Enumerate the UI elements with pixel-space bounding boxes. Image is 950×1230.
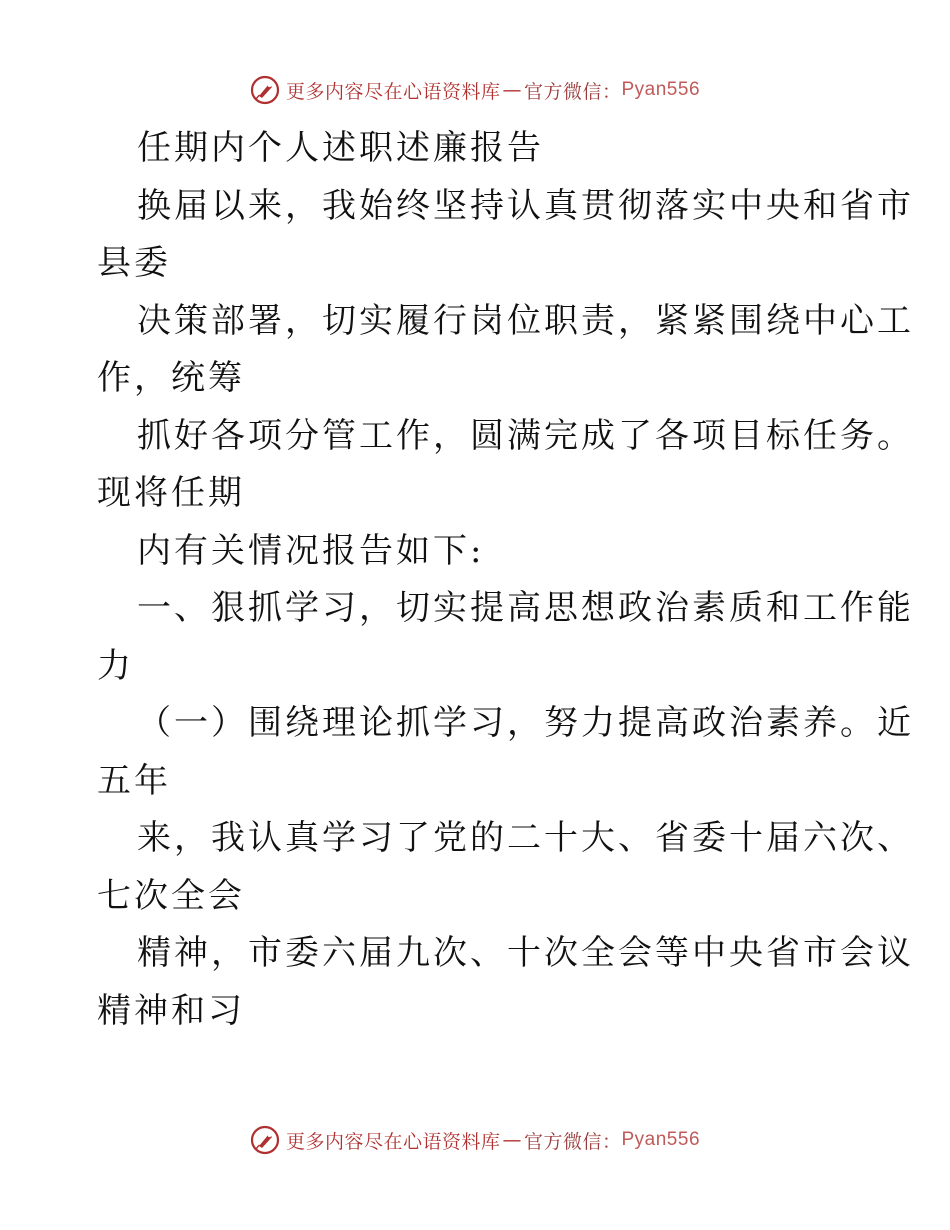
text-line: 来，我认真学习了党的二十大、省委十届六次、	[137, 818, 914, 858]
watermark-official-label: 官方微信：	[523, 1130, 622, 1153]
text-line: 七次全会	[97, 875, 245, 916]
subsection-heading: （一）围绕理论抓学习，努力提高政治素养。近	[137, 703, 914, 743]
text-line: 精神，市委六届九次、十次全会等中央省市会议	[137, 933, 914, 973]
text-line: 作，统筹	[97, 358, 245, 398]
footer-watermark	[0, 1120, 950, 1160]
text-line: 换届以来，我始终坚持认真贯彻落实中央和省市	[137, 185, 914, 226]
watermark-brand-text: 更多内容尽在心语资料库	[285, 80, 501, 103]
text-line: 现将任期	[97, 473, 245, 513]
document-body	[97, 120, 914, 1040]
text-line: 抓好各项分管工作，圆满完成了各项目标任务。	[137, 415, 914, 456]
header-watermark	[0, 70, 950, 110]
text-line: 精神和习	[97, 990, 245, 1031]
watermark-dash: —	[502, 79, 522, 101]
section-heading-continued: 力	[97, 645, 134, 686]
text-line: 决策部署，切实履行岗位职责，紧紧围绕中心工	[137, 300, 914, 341]
watermark-dash: —	[502, 1129, 522, 1151]
pen-nib-logo-icon	[250, 75, 280, 105]
text-line: 县委	[97, 243, 171, 283]
watermark-wechat-id: Pyan556	[621, 1129, 701, 1150]
section-heading: 一、狠抓学习，切实提高思想政治素质和工作能	[137, 588, 914, 628]
pen-nib-logo-icon	[250, 1125, 280, 1155]
watermark-wechat-id: Pyan556	[621, 79, 701, 100]
text-line: 内有关情况报告如下:	[137, 530, 485, 571]
watermark-brand-text: 更多内容尽在心语资料库	[285, 1130, 501, 1153]
document-title: 任期内个人述职述廉报告	[137, 128, 544, 168]
text-line: 五年	[97, 760, 171, 801]
watermark-official-label: 官方微信：	[523, 80, 622, 103]
